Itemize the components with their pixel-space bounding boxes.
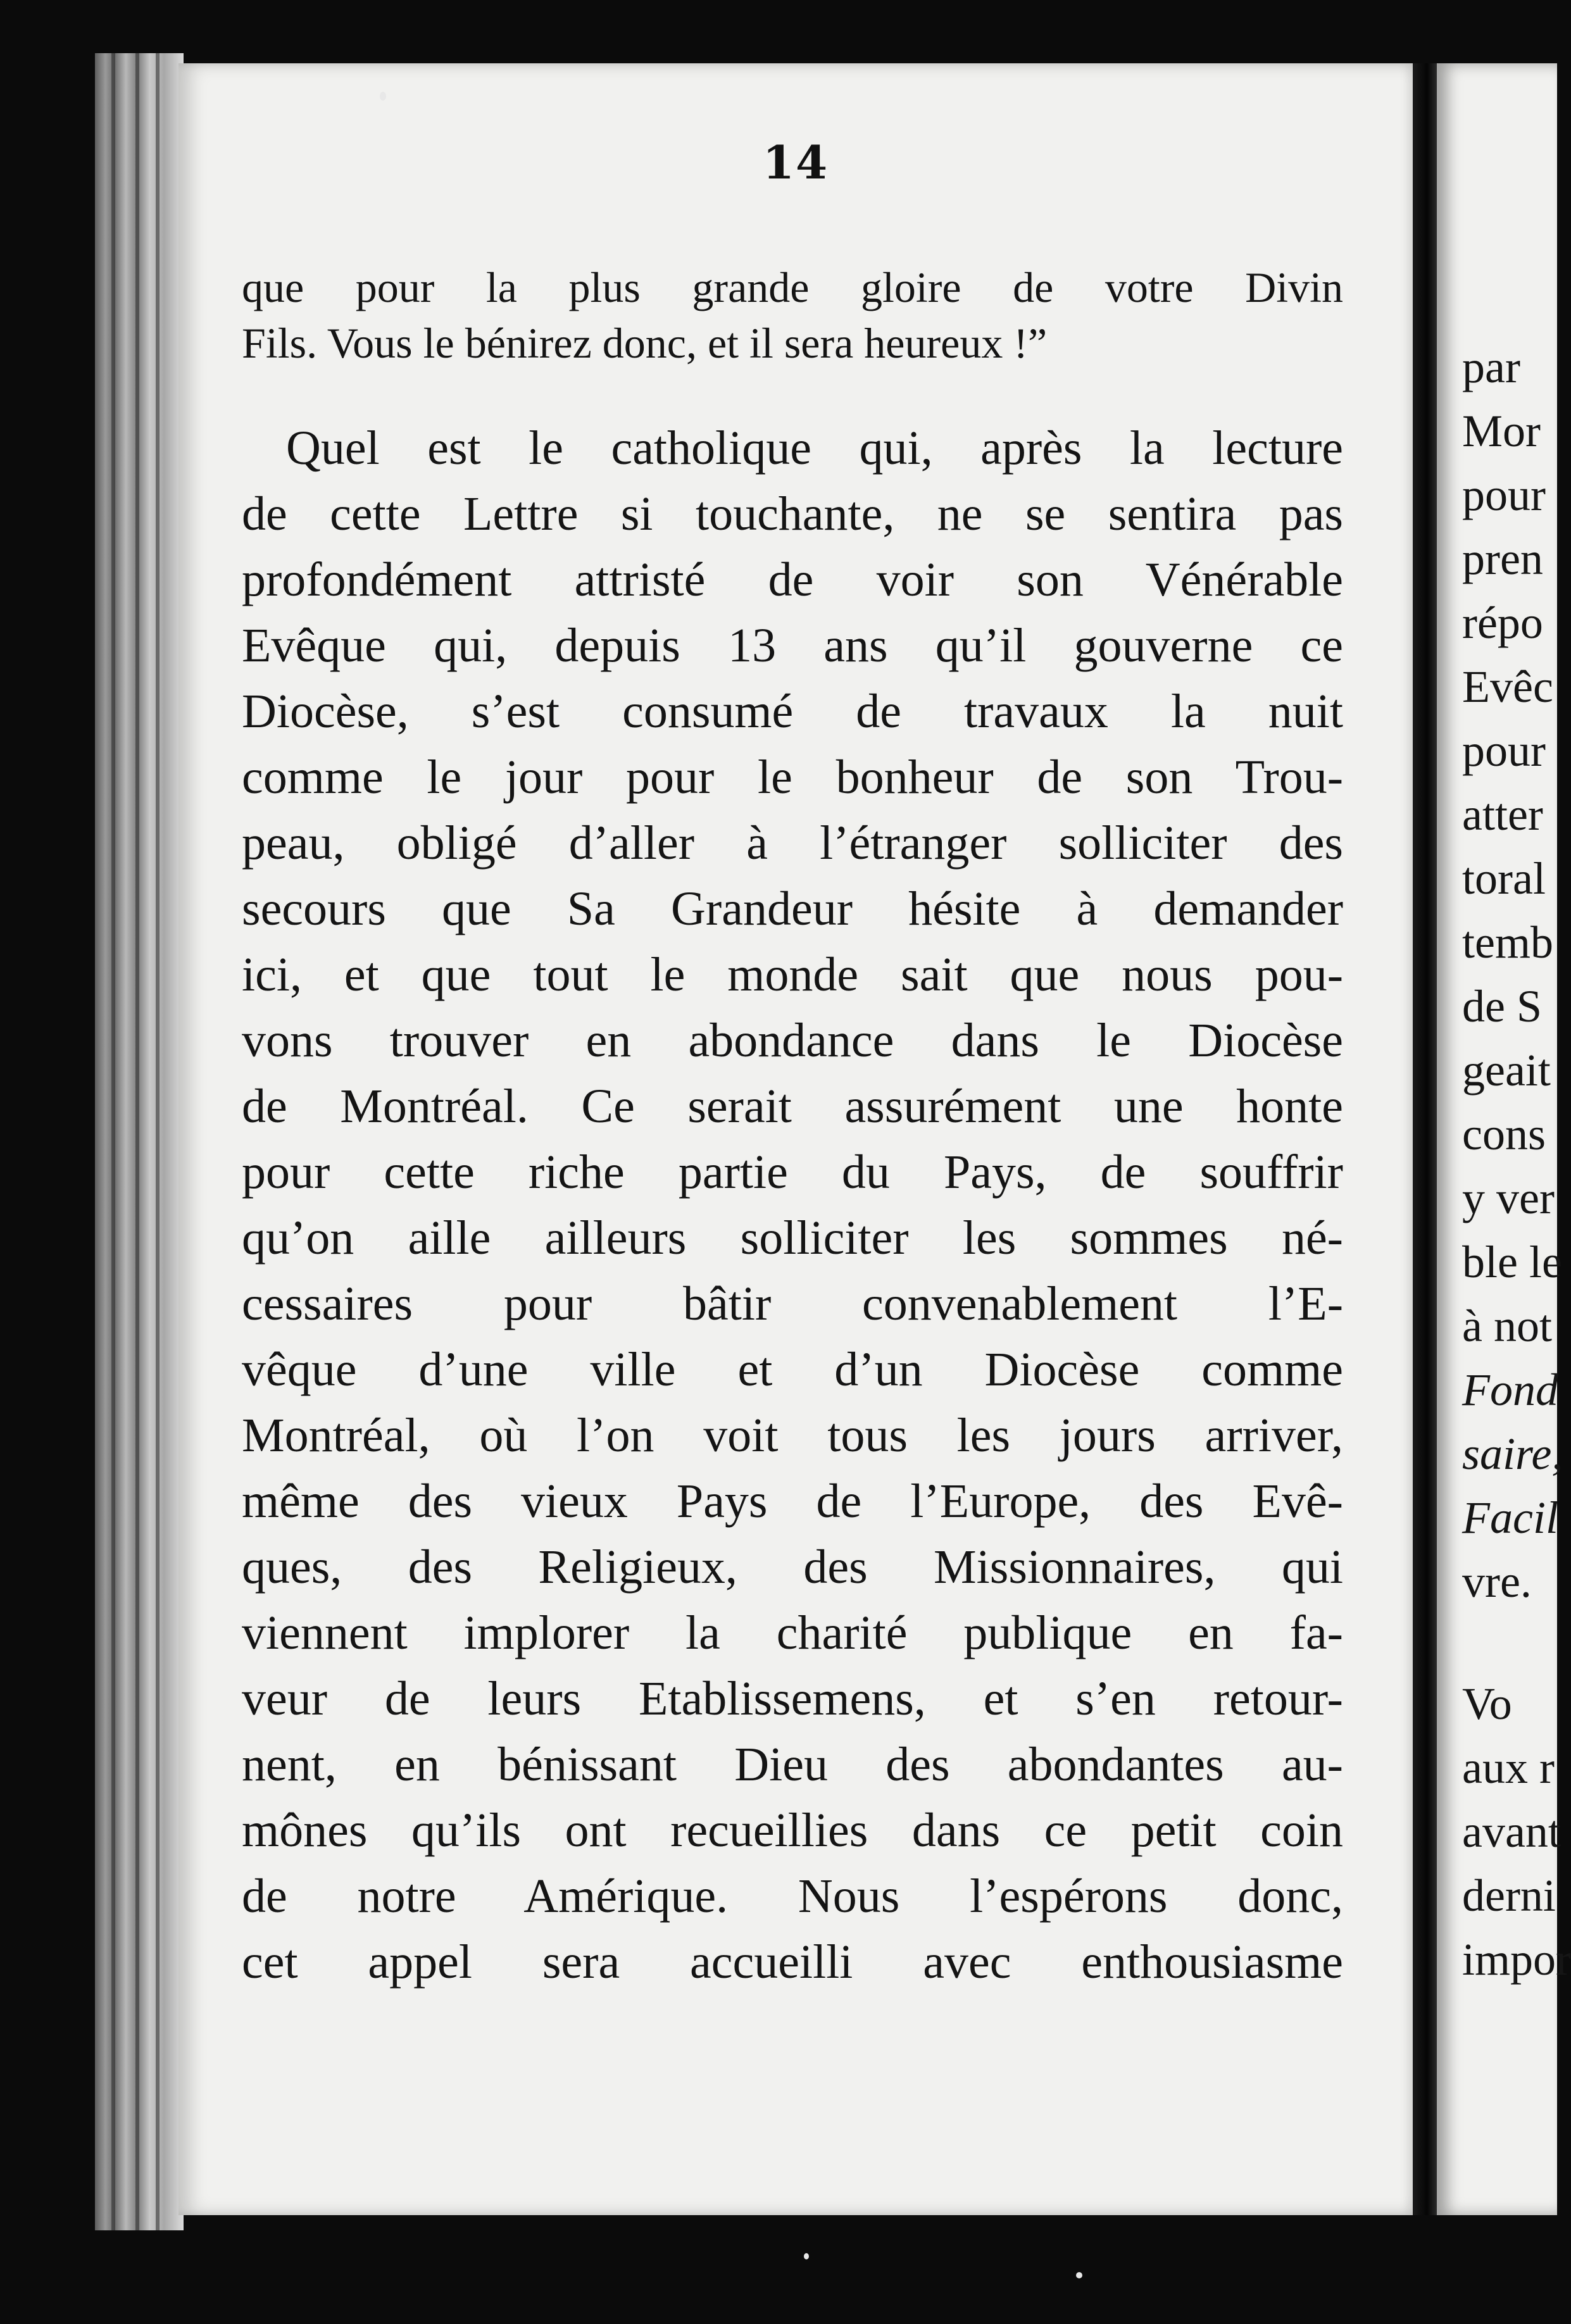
paragraph-line: de cette Lettre si touchante, ne se sentira pas <box>242 487 1343 540</box>
paragraph-gap <box>1462 1614 1571 1672</box>
right-page-line: Evêc <box>1462 661 1553 712</box>
left-page <box>178 63 1413 2215</box>
right-page-line: répo <box>1462 597 1543 648</box>
right-page-line: atter <box>1462 789 1543 840</box>
binding-gutter <box>1413 63 1437 2215</box>
paragraph-line: cessaires pour bâtir convenablement l’E- <box>242 1277 1343 1330</box>
paragraph-line: Evêque qui, depuis 13 ans qu’il gouverne ce <box>242 619 1343 672</box>
page-edge-line <box>156 53 160 2230</box>
right-page-line: de S <box>1462 981 1542 1032</box>
paragraph-line: mônes qu’ils ont recueillies dans ce petit coin <box>242 1804 1343 1857</box>
paragraph-line: vêque d’une ville et d’un Diocèse comme <box>242 1343 1343 1396</box>
scan-speck <box>804 2253 809 2259</box>
paragraph-line: même des vieux Pays de l’Europe, des Evê- <box>242 1475 1343 1528</box>
page-body <box>242 259 1343 1995</box>
right-page-line: aux r <box>1462 1742 1555 1793</box>
paragraph-line: peau, obligé d’aller à l’étranger solliciter des <box>242 816 1343 870</box>
quote-line: que pour la plus grande gloire de votre Divin <box>242 263 1343 311</box>
paragraph-line: cet appel sera accueilli avec enthousiasme <box>242 1935 1343 1989</box>
right-page-line: impor <box>1462 1934 1571 1985</box>
paragraph-line: qu’on aille ailleurs solliciter les sommes né- <box>242 1211 1343 1265</box>
paragraph-line: nent, en bénissant Dieu des abondantes au- <box>242 1738 1343 1791</box>
page-edge-line <box>135 53 139 2230</box>
right-page-fragment <box>1437 63 1571 2215</box>
paragraph-line: Montréal, où l’on voit tous les jours arriver, <box>242 1409 1343 1462</box>
right-page-line: avant <box>1462 1806 1561 1857</box>
right-page-line: geait <box>1462 1045 1551 1096</box>
right-page-line: Fond <box>1462 1365 1558 1415</box>
paragraph-line: ques, des Religieux, des Missionnaires, qui <box>242 1540 1343 1594</box>
right-page-line: toral <box>1462 853 1546 904</box>
right-page-line: saire, <box>1462 1428 1563 1479</box>
right-page-line: Vo <box>1462 1678 1512 1729</box>
right-page-line: Mor <box>1462 406 1541 456</box>
paragraph <box>242 415 1343 1995</box>
right-page-line: derni <box>1462 1870 1556 1921</box>
right-page-line: vre. <box>1462 1556 1532 1607</box>
right-page-line: pour <box>1462 725 1546 776</box>
paragraph-line: Diocèse, s’est consumé de travaux la nuit <box>242 685 1343 738</box>
paragraph-line: ici, et que tout le monde sait que nous pou- <box>242 948 1343 1001</box>
right-page-line: cons <box>1462 1109 1546 1159</box>
paragraph-line: vons trouver en abondance dans le Diocèse <box>242 1014 1343 1067</box>
right-page-line: y ver <box>1462 1173 1555 1223</box>
paragraph-line: veur de leurs Etablissemens, et s’en retour- <box>242 1672 1343 1725</box>
paragraph-line: pour cette riche partie du Pays, de souffrir <box>242 1146 1343 1199</box>
paragraph-line: viennent implorer la charité publique en fa- <box>242 1606 1343 1659</box>
paragraph-line: comme le jour pour le bonheur de son Trou- <box>242 751 1343 804</box>
right-page-line: à not <box>1462 1301 1552 1351</box>
paragraph-line: Quel est le catholique qui, après la lecture <box>286 422 1343 475</box>
paragraph-line: profondément attristé de voir son Vénérable <box>242 553 1343 606</box>
right-page-line: ble le <box>1462 1237 1562 1287</box>
page-number: 14 <box>762 135 829 189</box>
right-page-line: Facil <box>1462 1492 1558 1543</box>
paragraph-line: de Montréal. Ce serait assurément une honte <box>242 1080 1343 1133</box>
right-page-line: pour <box>1462 470 1546 520</box>
page-edge-line <box>111 53 115 2230</box>
right-page-line: par <box>1462 342 1520 392</box>
right-page-line: temb <box>1462 917 1553 968</box>
scan-speck <box>1076 2272 1082 2278</box>
page-edge-stack <box>95 53 184 2230</box>
scan-speck <box>380 92 386 101</box>
quote-block <box>242 259 1343 371</box>
quote-line: Fils. Vous le bénirez donc, et il sera heureux !” <box>242 319 1048 367</box>
paragraph-line: de notre Amérique. Nous l’espérons donc, <box>242 1870 1343 1923</box>
right-page-line: pren <box>1462 534 1543 584</box>
right-page-text <box>1462 335 1571 1992</box>
paragraph-line: secours que Sa Grandeur hésite à demander <box>242 882 1343 935</box>
